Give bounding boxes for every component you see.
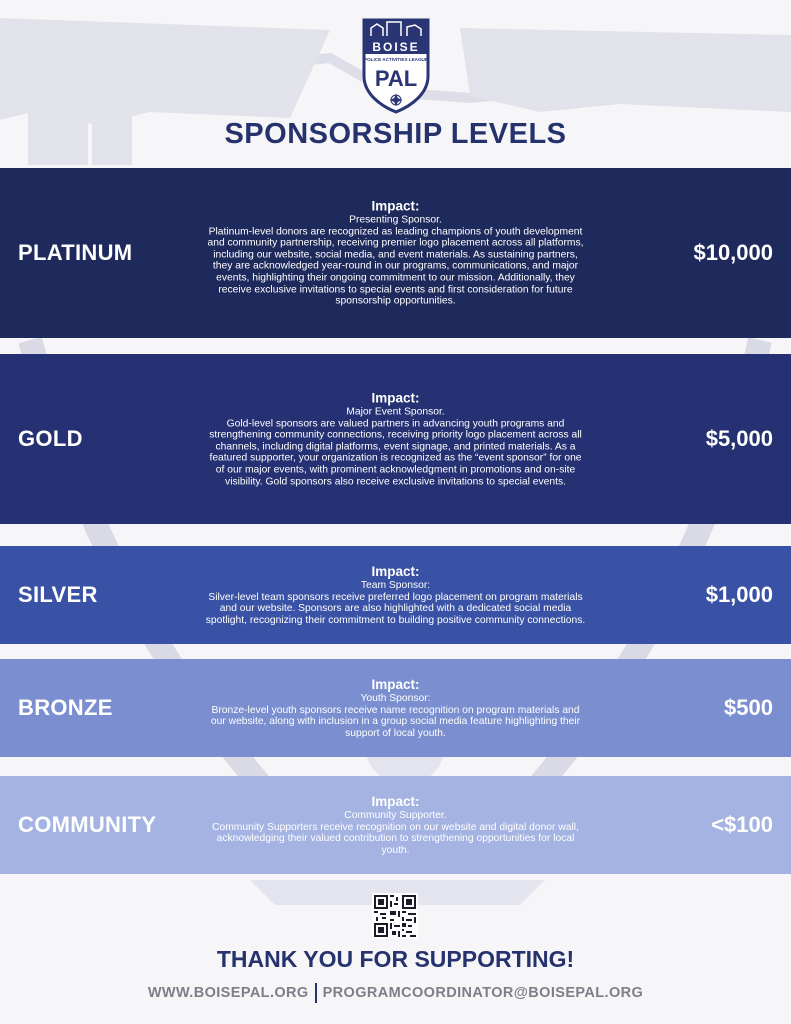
level-amount: $1,000 bbox=[705, 582, 773, 607]
level-description-block bbox=[205, 677, 586, 739]
level-name: COMMUNITY bbox=[18, 812, 157, 837]
level-name: SILVER bbox=[18, 582, 98, 607]
impact-label: Impact: bbox=[371, 676, 420, 692]
contact-line bbox=[0, 983, 791, 1003]
thank-you-heading: THANK YOU FOR SUPPORTING! bbox=[216, 946, 575, 972]
level-description: Youth Sponsor: Bronze-level youth sponsors receive name recognition on program materials and our website, along with inclusion in a group social media feature highlighting their support of local youth. bbox=[210, 692, 581, 739]
level-amount: $500 bbox=[724, 695, 773, 720]
level-name: BRONZE bbox=[18, 695, 113, 720]
impact-label: Impact: bbox=[371, 793, 420, 809]
level-description: Community Supporter. Community Supporters receive recognition on our website and digital donor wall, acknowledging their valued contribution to strengthening opportunities for local youth. bbox=[212, 809, 579, 856]
level-amount: <$100 bbox=[711, 812, 773, 837]
level-name: PLATINUM bbox=[18, 240, 133, 265]
level-description-block bbox=[205, 564, 586, 626]
level-bronze bbox=[0, 659, 791, 757]
level-description: Major Event Sponsor. Gold-level sponsors are valued partners in advancing youth programs and strengthening community connections, receiving priority logo placement across all channels, including digital platforms, event signage, and printed materials. As a featured supporter, your organization is recognized as the “event sponsor” for one of our major events, with prominent acknowledgment in promotions and on-site visibility. Gold sponsors also receive exclusive invitations to special events. bbox=[209, 406, 582, 487]
level-community bbox=[0, 776, 791, 874]
level-description-block bbox=[205, 390, 586, 487]
logo-main-text: PAL bbox=[374, 66, 418, 91]
level-amount: $5,000 bbox=[705, 426, 773, 451]
impact-label: Impact: bbox=[371, 563, 420, 579]
level-description-block bbox=[205, 199, 586, 308]
qr-code-icon[interactable] bbox=[372, 893, 418, 939]
page-title: SPONSORSHIP LEVELS bbox=[224, 118, 567, 150]
level-description: Presenting Sponsor. Platinum-level donors are recognized as leading champions of youth development and community partnership, receiving premier logo placement across all platforms, including our website, social media, and event materials. As sustaining partners, they are acknowledged year-round in our programs, communications, and major events, highlighting their ongoing commitment to our mission. Additionally, they receive exclusive invitations to special events and first consideration for future sponsorship opportunities. bbox=[207, 214, 584, 307]
boise-pal-logo bbox=[361, 14, 431, 114]
level-platinum bbox=[0, 168, 791, 338]
impact-label: Impact: bbox=[371, 390, 420, 406]
level-name: GOLD bbox=[18, 426, 83, 451]
logo-top-text: BOISE bbox=[372, 40, 420, 54]
email-link[interactable]: PROGRAMCOORDINATOR@BOISEPAL.ORG bbox=[322, 984, 644, 1001]
logo-sub-text: POLICE ACTIVITIES LEAGUE bbox=[364, 57, 428, 62]
website-link[interactable]: WWW.BOISEPAL.ORG bbox=[147, 984, 309, 1001]
level-silver bbox=[0, 546, 791, 644]
level-amount: $10,000 bbox=[693, 240, 773, 265]
level-description: Team Sponsor: Silver-level team sponsors receive preferred logo placement on program materials and our website. Sponsors are also highlighted with a dedicated social media spotlight, recognizing their commitment to building positive community connections. bbox=[205, 579, 586, 626]
contact-divider bbox=[315, 983, 317, 1003]
impact-label: Impact: bbox=[371, 198, 420, 214]
level-description-block bbox=[205, 794, 586, 856]
level-gold bbox=[0, 354, 791, 524]
